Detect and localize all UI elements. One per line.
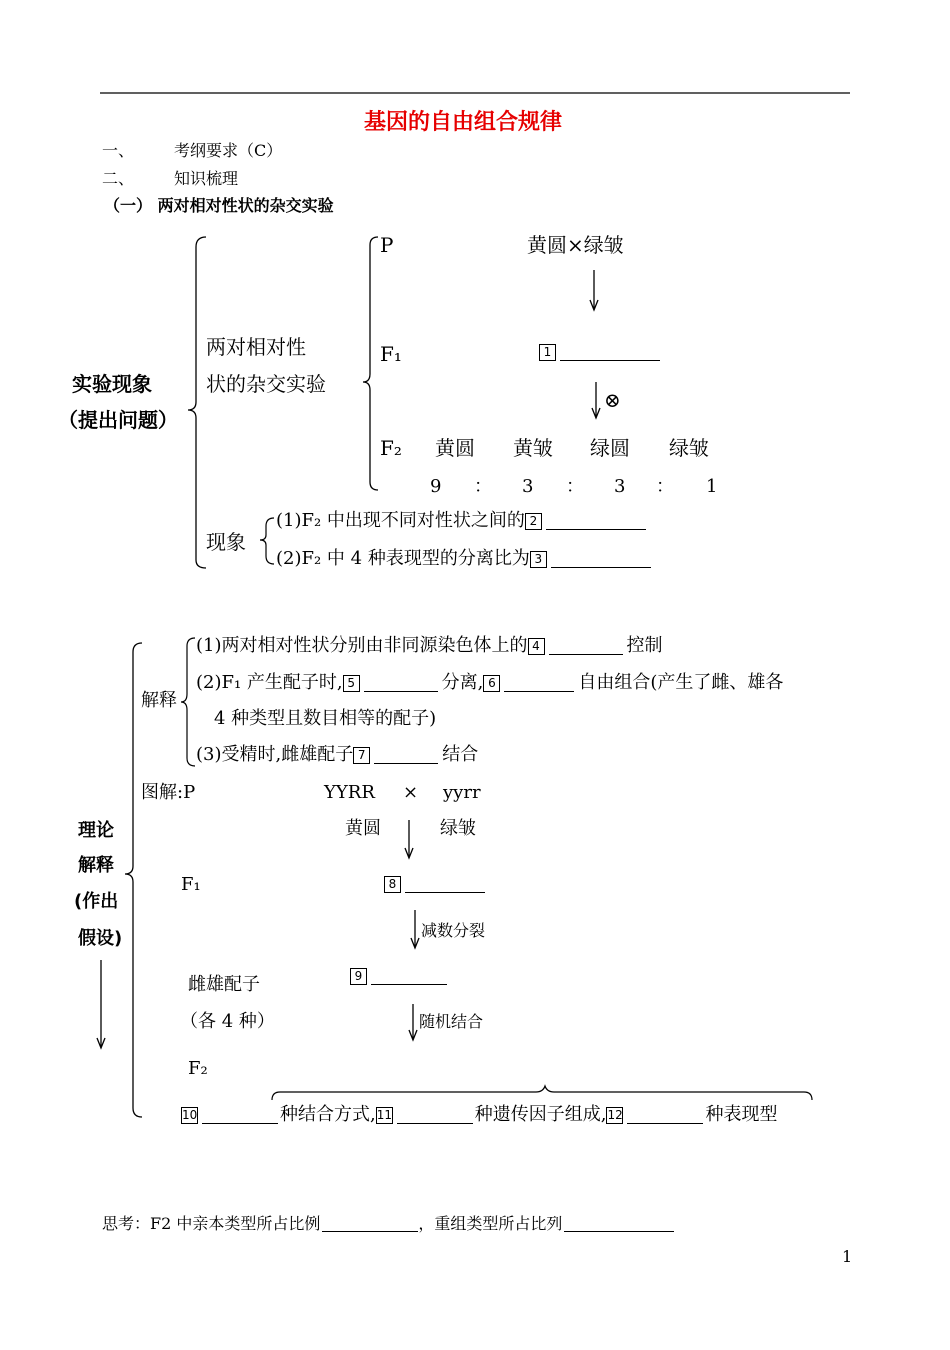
experiment-left-line2: （提出问题）: [58, 408, 178, 432]
phenotype-text: 种表现型: [705, 1104, 778, 1125]
phenotype-green-wrinkled: 绿皱: [440, 818, 476, 839]
ratio-sep-3: ：: [656, 476, 674, 497]
gametes-label: 雌雄配子: [188, 974, 260, 995]
ratio-4: 1: [706, 476, 718, 497]
blank-11-number: 11: [376, 1107, 393, 1122]
explain-3: [196, 746, 478, 764]
phenotype-4: 绿皱: [669, 436, 709, 460]
blank-9[interactable]: [350, 968, 447, 985]
f1-label: F₁: [380, 342, 402, 366]
explain-3-end: 结合: [442, 744, 479, 765]
explain-label: 解释: [141, 690, 177, 711]
phenomenon-label: 现象: [206, 530, 246, 554]
gametes-count: （各 4 种）: [180, 1011, 275, 1032]
experiment-left-line1: 实验现象: [72, 372, 152, 396]
meiosis-label: 减数分裂: [421, 921, 486, 940]
blank-4-number: 4: [528, 638, 545, 655]
blank-9-line: [371, 983, 447, 985]
cross-brace: [363, 237, 378, 490]
explain-3-text: (3)受精时,雌雄配子: [196, 744, 354, 765]
f2-label: F₂: [380, 436, 402, 460]
section-one-number: 一、: [102, 141, 135, 160]
subheading: （一） 两对相对性状的杂交实验: [104, 196, 334, 215]
self-cross-symbol: ⊗: [604, 388, 621, 412]
f2-label-theory: F₂: [188, 1058, 208, 1079]
answer-line: [560, 359, 660, 361]
p-label: P: [380, 233, 394, 257]
phenomenon-2-text: (2)F₂ 中 4 种表现型的分离比为: [276, 548, 530, 569]
theory-left-2: 解释: [78, 855, 114, 876]
explain-2: [196, 674, 783, 692]
blank-12-number: 12: [607, 1107, 623, 1122]
phenotype-yellow-round: 黄圆: [345, 818, 381, 839]
blank-3-line[interactable]: [551, 566, 651, 568]
theory-left-1: 理论: [78, 820, 114, 841]
blank-4-line[interactable]: [549, 653, 623, 655]
combination-text: 种结合方式,: [280, 1104, 376, 1125]
genotype-dominant: YYRR: [324, 782, 375, 803]
blank-12-line[interactable]: [627, 1122, 703, 1124]
think-text-a: 思考：F2 中亲本类型所占比例: [102, 1214, 321, 1233]
cross-symbol: ×: [403, 782, 419, 803]
ratio-3: 3: [614, 476, 626, 497]
blank-1[interactable]: [539, 344, 660, 361]
blank-3-number: 3: [530, 551, 547, 568]
diagram-label: 图解:P: [141, 782, 196, 803]
explain-2-mid: 分离,: [441, 672, 484, 693]
blank-5-line[interactable]: [364, 690, 438, 692]
blank-7-number: 7: [353, 747, 370, 764]
experiment-mid-line1: 两对相对性: [206, 335, 306, 359]
experiment-mid-line2: 状的杂交实验: [206, 372, 326, 396]
blank-2-number: 2: [525, 513, 542, 530]
explain-1-text: (1)两对相对性状分别由非同源染色体上的: [196, 635, 528, 656]
explain-1: [196, 637, 663, 655]
phenotype-2: 黄皱: [513, 436, 553, 460]
theory-left-4: 假设): [78, 928, 123, 949]
think-text-b: ，重组类型所占比列: [418, 1214, 563, 1233]
phenotype-1: 黄圆: [435, 436, 475, 460]
blank-8-number: 8: [384, 876, 401, 893]
phenomenon-brace: [260, 518, 274, 564]
explain-2-cont: 4 种类型且数目相等的配子): [214, 708, 437, 729]
think-question: [102, 1216, 674, 1232]
ratio-1: 9: [430, 476, 442, 497]
blank-5-number: 5: [343, 675, 360, 692]
blank-7-line[interactable]: [374, 762, 438, 764]
blank-10-number: 10: [182, 1107, 198, 1122]
section-two-number: 二、: [102, 169, 135, 188]
phenomenon-2: [276, 550, 651, 568]
genotype-text: 种遗传因子组成,: [474, 1104, 607, 1125]
parent-cross: 黄圆×绿皱: [527, 233, 624, 257]
explain-2-end: 自由组合(产生了雌、雄各: [578, 672, 784, 693]
blank-8[interactable]: [384, 876, 485, 893]
phenotype-3: 绿圆: [590, 436, 630, 460]
ratio-sep-1: ：: [474, 476, 492, 497]
blank-8-line: [405, 891, 485, 893]
blank-6-number: 6: [483, 675, 500, 692]
blank-number: 1: [539, 344, 556, 361]
blank-11-line[interactable]: [397, 1122, 473, 1124]
blank-9-number: 9: [350, 968, 367, 985]
genotype-recessive: yyrr: [443, 782, 481, 803]
blank-2-line[interactable]: [546, 528, 646, 530]
page-number: 1: [842, 1247, 853, 1266]
theory-left-3: (作出: [74, 891, 119, 912]
theory-brace: [125, 643, 142, 1117]
f2-summary: [181, 1106, 777, 1124]
page-title: 基因的自由组合规律: [364, 110, 563, 135]
blank-10-line[interactable]: [202, 1122, 278, 1124]
ratio-2: 3: [522, 476, 534, 497]
f2-brace: [272, 1086, 812, 1100]
experiment-brace: [188, 237, 206, 568]
think-blank-2[interactable]: [564, 1230, 674, 1232]
phenomenon-1: [276, 512, 646, 530]
phenomenon-1-text: (1)F₂ 中出现不同对性状之间的: [276, 510, 525, 531]
explain-brace: [181, 638, 195, 766]
explain-1-end: 控制: [626, 635, 663, 656]
think-blank-1[interactable]: [322, 1230, 418, 1232]
ratio-sep-2: ：: [566, 476, 584, 497]
explain-2-text: (2)F₁ 产生配子时,: [196, 672, 343, 693]
section-two-label: 知识梳理: [174, 169, 239, 188]
section-one-label: 考纲要求（C）: [174, 141, 283, 160]
blank-6-line[interactable]: [504, 690, 574, 692]
f1-label-theory: F₁: [181, 874, 201, 895]
random-fertilization-label: 随机结合: [419, 1012, 484, 1031]
